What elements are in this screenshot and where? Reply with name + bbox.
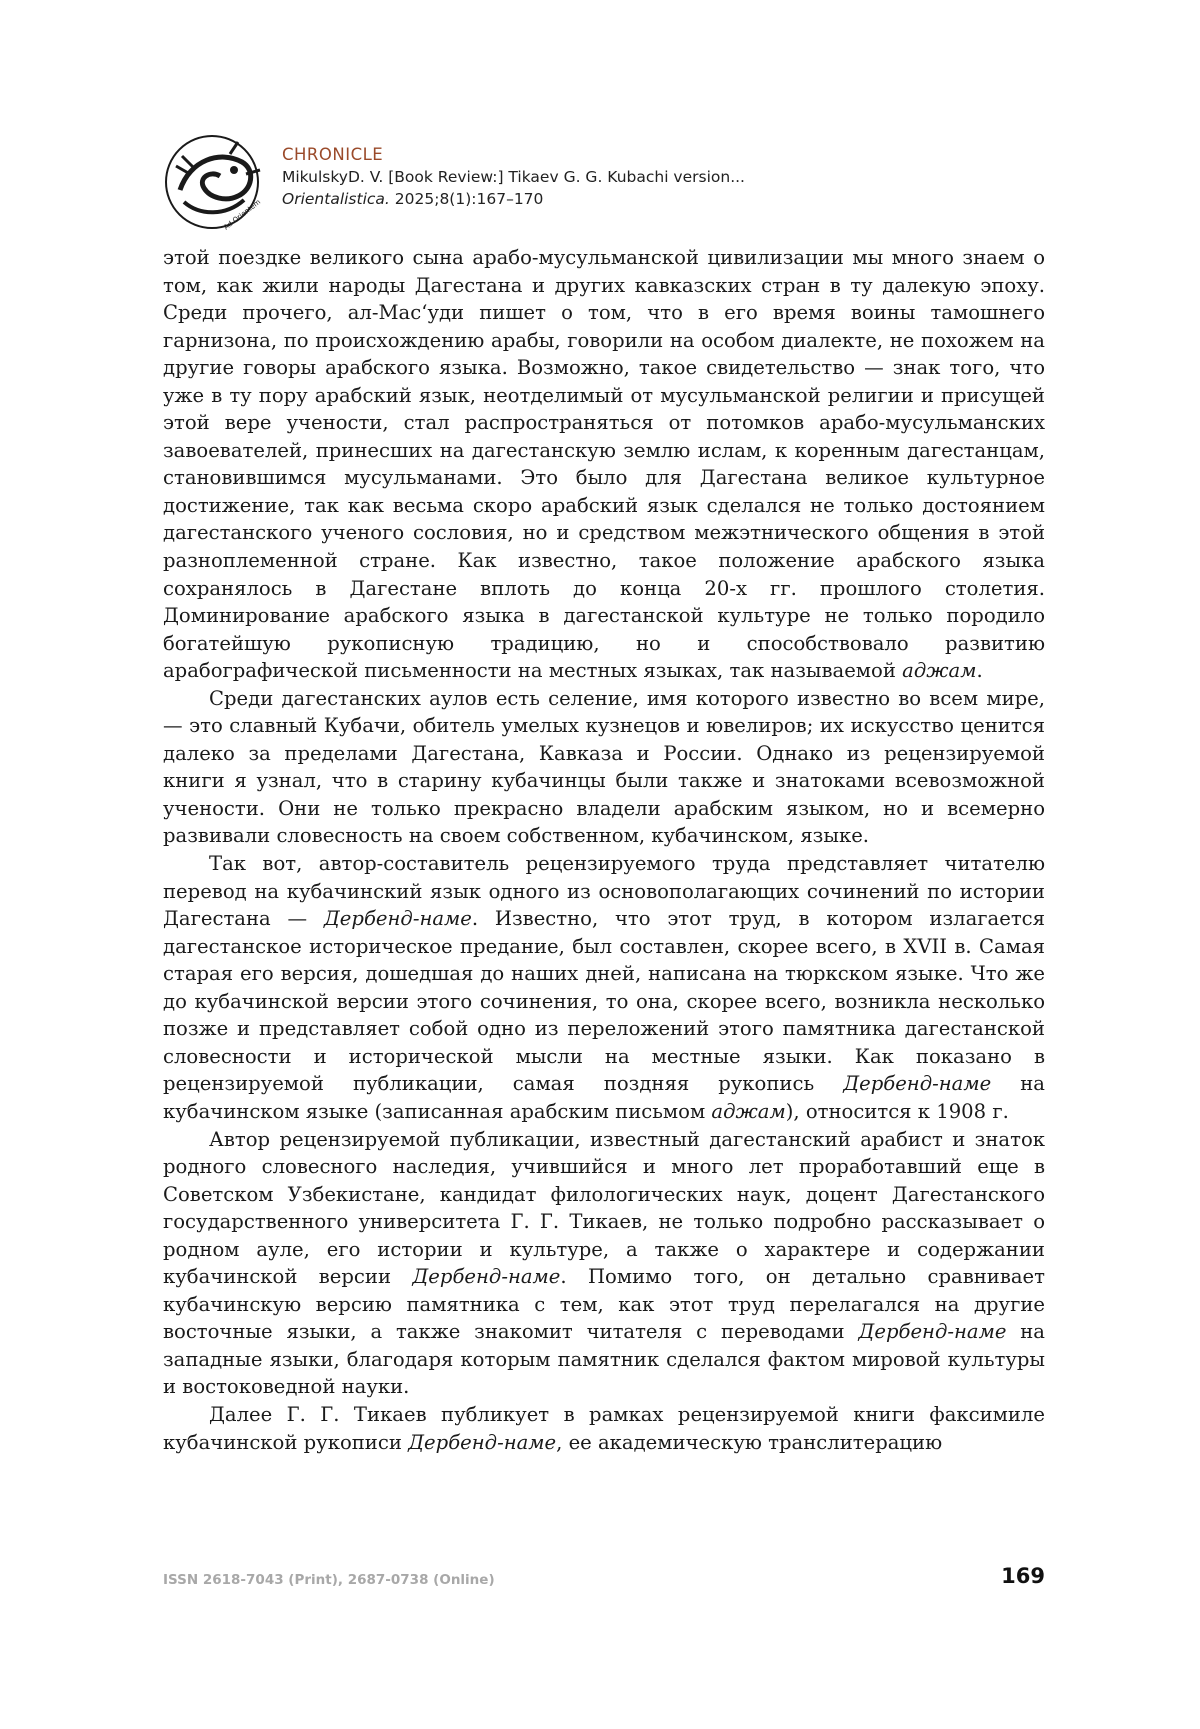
citation-line: MikulskyD. V. [Book Review:] Tikaev G. G. Kubachi version... (282, 168, 745, 186)
paragraph-1: этой поездке великого сына арабо-мусульманской цивилизации мы много знаем о том, как жили народы Дагестана и других кавказских стран в ту далекую эпоху. Среди прочего, ал-Масʻуди пишет о том, что в его время воины тамошнего гарнизона, по происхождению арабы, говорили на особом диалекте, не похожем на другие говоры арабского языка. Возможно, такое свидетельство — знак того, что уже в ту пору арабский язык, неотделимый от мусульманской религии и присущей этой вере учености, стал распространяться от потомков арабо-мусульманских завоевателей, принесших на дагестанскую землю ислам, к коренным дагестанцам, становившимся мусульманами. Это было для Дагестана великое культурное достижение, так как весьма скоро арабский язык сделался не только достоянием дагестанского ученого сословия, но и средством межэтнического общения в этой разноплеменной стране. Как известно, такое положение арабского языка сохранялось в Дагестане вплоть до конца 20-х гг. прошлого столетия. Доминирование арабского языка в дагестанской культуре не только породило богатейшую рукописную традицию, но и способствовало развитию арабографической письменности на местных языках, так называемой аджам. (163, 246, 1045, 683)
volume-pages: 2025;8(1):167–170 (389, 190, 544, 208)
footer-issn: ISSN 2618-7043 (Print), 2687-0738 (Online) (163, 1572, 495, 1588)
journal-logo-icon (160, 130, 268, 236)
header-text (282, 144, 745, 210)
page-number: 169 (1001, 1564, 1045, 1588)
paragraph-4: Автор рецензируемой публикации, известный дагестанский арабист и знаток родного словесного наследия, учившийся и много лет проработавший еще в Советском Узбекистане, кандидат филологических наук, доцент Дагестанского государственного университета Г. Г. Тикаев, не только подробно рассказывает о родном ауле, его истории и культуре, а также о характере и содержании кубачинской версии Дербенд-наме. Помимо того, он детально сравнивает кубачинскую версию памятника с тем, как этот труд перелагался на другие восточные языки, а также знакомит читателя с переводами Дербенд-наме на западные языки, благодаря которым памятник сделался фактом мировой культуры и востоковедной науки. (163, 1127, 1045, 1399)
running-header (160, 126, 1060, 232)
article-body (163, 244, 1045, 1456)
logo-caption: Ad Orientem (222, 198, 263, 232)
paragraph-2: Среди дагестанских аулов есть селение, имя которого известно во всем мире, — это славный Кубачи, обитель умелых кузнецов и ювелиров; их искусство ценится далеко за пределами Дагестана, Кавказа и России. Однако из рецензируемой книги я узнал, что в старину кубачинцы были также и знатоками всевозможной учености. Они не только прекрасно владели арабским языком, но и всемерно развивали словесность на своем собственном, кубачинском, языке. (163, 686, 1045, 848)
paragraph-5: Далее Г. Г. Тикаев публикует в рамках рецензируемой книги факсимиле кубачинской рукописи Дербенд-наме, ее академическую транслитерацию (163, 1402, 1045, 1454)
journal-name: Orientalistica. (282, 190, 390, 208)
section-title: CHRONICLE (282, 145, 384, 164)
paragraph-3: Так вот, автор-составитель рецензируемого труда представляет читателю перевод на кубачинский язык одного из основополагающих сочинений по истории Дагестана — Дербенд-наме. Известно, что этот труд, в котором излагается дагестанское историческое предание, был составлен, скорее всего, в XVII в. Самая старая его версия, дошедшая до наших дней, написана на тюркском языке. Что же до кубачинской версии этого сочинения, то она, скорее всего, возникла несколько позже и представляет собой одно из переложений этого памятника дагестанской словесности и исторической мысли на местные языки. Как показано в рецензируемой публикации, самая поздняя рукопись Дербенд-наме на кубачинском языке (записанная арабским письмом аджам), относится к 1908 г. (163, 852, 1046, 1123)
journal-reference (282, 188, 745, 210)
